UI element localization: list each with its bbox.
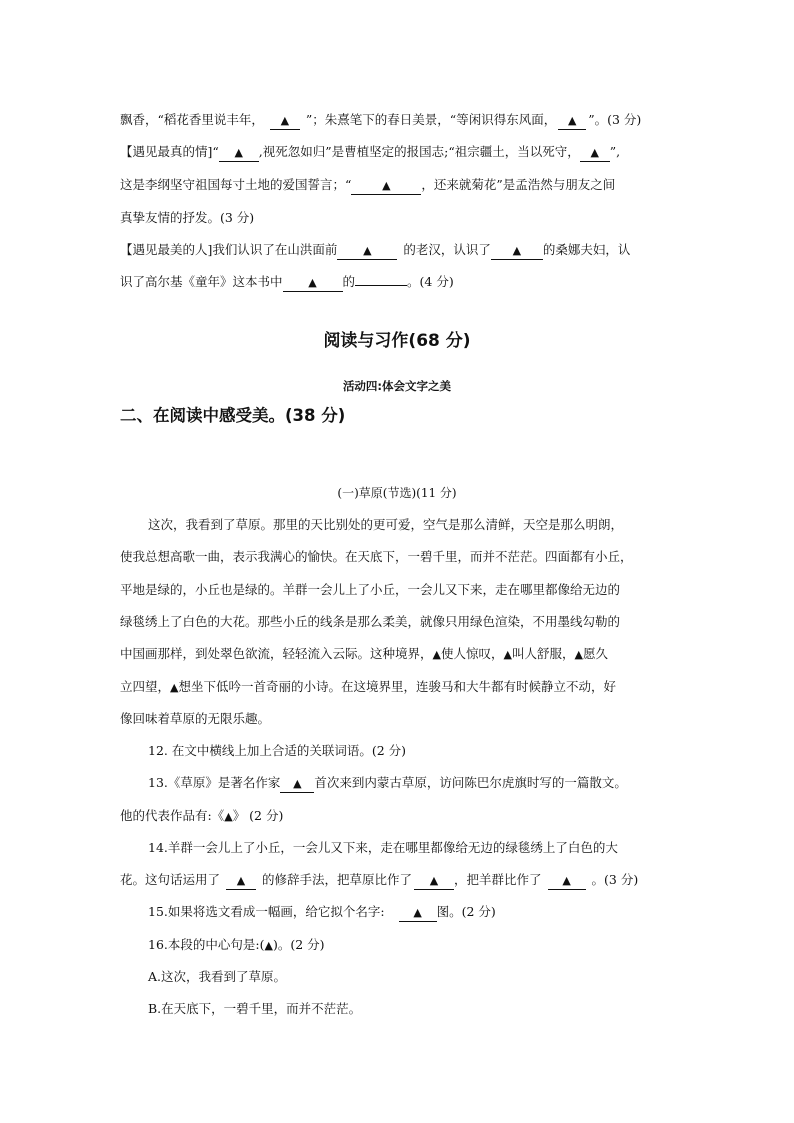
text: ”；朱熹笔下的春日美景，“等闲识得东风面， bbox=[305, 112, 557, 127]
passage-line bbox=[120, 644, 608, 665]
answer-blank[interactable] bbox=[558, 112, 586, 130]
triangle-icon: ▲ bbox=[562, 874, 571, 887]
text: 使人惊叹， bbox=[440, 646, 504, 661]
answer-blank[interactable] bbox=[270, 112, 300, 130]
triangle-icon: ▲ bbox=[567, 114, 577, 127]
answer-blank[interactable] bbox=[414, 872, 454, 890]
text: 飘香，“稻花香里说丰年， bbox=[120, 112, 264, 127]
heading-activity: 活动四:体会文字之美 bbox=[342, 379, 452, 393]
triangle-icon: ▲ bbox=[590, 146, 599, 159]
question-13 bbox=[148, 773, 627, 793]
question-16 bbox=[148, 935, 325, 956]
triangle-icon: ▲ bbox=[280, 114, 290, 127]
text: 。(3 分) bbox=[591, 872, 639, 887]
triangle-icon: ▲ bbox=[308, 276, 317, 289]
triangle-icon: ▲ bbox=[170, 681, 179, 694]
text: ,视死忽如归”是曹植坚定的报国志;“祖宗疆土，当以死守， bbox=[258, 144, 580, 159]
text: 16.本段的中心句是:( bbox=[148, 937, 265, 952]
option-b[interactable]: B.在天底下，一碧千里，而并不茫茫。 bbox=[148, 1001, 362, 1016]
fill-line-3 bbox=[120, 175, 615, 195]
passage-line: 像回味着草原的无限乐趣。 bbox=[120, 711, 271, 726]
fill-line-2 bbox=[120, 142, 620, 162]
text: 15.如果将选文看成一幅画，给它拟个名字: bbox=[148, 904, 385, 919]
text: 》 (2 分) bbox=[232, 808, 284, 823]
passage-line: 使我总想高歌一曲，表示我满心的愉快。在天底下，一碧千里，而并不茫茫。四面都有小丘， bbox=[120, 549, 633, 564]
passage-line: 平地是绿的，小丘也是绿的。羊群一会儿上了小丘，一会儿又下来，走在哪里都像给无边的 bbox=[120, 582, 621, 597]
text: 愿久 bbox=[582, 646, 608, 661]
answer-blank[interactable] bbox=[351, 177, 421, 195]
triangle-icon: ▲ bbox=[512, 244, 522, 257]
question-12: 12. 在文中横线上加上合适的关联词语。(2 分) bbox=[148, 743, 407, 758]
question-15 bbox=[148, 902, 496, 922]
text: ，还来就菊花”是孟浩然与朋友之间 bbox=[421, 177, 616, 192]
text: 想坐下低吟一首奇丽的小诗。在这境界里，连骏马和大牛都有时候静立不动，好 bbox=[178, 679, 616, 694]
text: 他的代表作品有:《 bbox=[120, 808, 225, 823]
passage-line: 绿毯绣上了白色的大花。那些小丘的线条是那么柔美，就像只用绿色渲染，不用墨线勾勒的 bbox=[120, 614, 621, 629]
answer-blank[interactable] bbox=[219, 144, 259, 162]
text: 的 bbox=[342, 274, 356, 289]
text: 。(4 分) bbox=[407, 274, 454, 289]
triangle-icon: ▲ bbox=[224, 810, 233, 823]
question-14-continued bbox=[120, 870, 638, 890]
text: 叫人舒服， bbox=[511, 646, 575, 661]
answer-blank[interactable] bbox=[399, 904, 437, 922]
triangle-icon: ▲ bbox=[264, 939, 273, 952]
text: ，把羊群比作了 bbox=[454, 872, 542, 887]
option-a[interactable]: A.这次，我看到了草原。 bbox=[148, 969, 287, 984]
answer-blank[interactable] bbox=[337, 242, 397, 260]
triangle-icon: ▲ bbox=[413, 906, 422, 919]
text: 中国画那样，到处翠色欲流，轻轻流入云际。这种境界， bbox=[120, 646, 433, 661]
triangle-icon: ▲ bbox=[234, 146, 244, 159]
text: 识了高尔基《童年》这本书中 bbox=[120, 274, 283, 289]
answer-blank[interactable] bbox=[280, 775, 314, 793]
question-13-continued bbox=[120, 806, 283, 827]
text: 的老汉，认识了 bbox=[403, 242, 491, 257]
question-14: 14.羊群一会儿上了小丘，一会儿又下来，走在哪里都像给无边的绿毯绣上了白色的大 bbox=[148, 840, 618, 855]
triangle-icon: ▲ bbox=[382, 179, 391, 192]
triangle-icon: ▲ bbox=[293, 777, 302, 790]
text: 【遇见最美的人]我们认识了在山洪面前 bbox=[120, 242, 338, 257]
answer-blank[interactable] bbox=[491, 242, 543, 260]
text: 首次来到内蒙古草原，访问陈巴尔虎旗时写的一篇散文。 bbox=[314, 775, 627, 790]
text: 花。这句话运用了 bbox=[120, 872, 221, 887]
text: 的修辞手法，把草原比作了 bbox=[262, 872, 413, 887]
text: )。(2 分) bbox=[272, 937, 325, 952]
triangle-icon: ▲ bbox=[429, 874, 439, 887]
answer-blank[interactable] bbox=[580, 144, 610, 162]
triangle-icon: ▲ bbox=[363, 244, 372, 257]
answer-blank[interactable] bbox=[226, 872, 256, 890]
triangle-icon: ▲ bbox=[503, 648, 512, 661]
text: 立四望， bbox=[120, 679, 171, 694]
triangle-icon: ▲ bbox=[236, 874, 246, 887]
answer-blank[interactable] bbox=[548, 872, 586, 890]
text: 的桑娜夫妇，认 bbox=[542, 242, 631, 257]
fill-line-5 bbox=[120, 240, 630, 260]
triangle-icon: ▲ bbox=[432, 648, 441, 661]
text: 图。(2 分) bbox=[436, 904, 496, 919]
fill-line-4: 真挚友情的抒发。(3 分) bbox=[120, 210, 255, 225]
fill-line-1 bbox=[120, 110, 641, 130]
heading-reading-writing: 阅读与习作(68 分) bbox=[323, 331, 471, 351]
triangle-icon: ▲ bbox=[574, 648, 583, 661]
passage-title: (一)草原(节选)(11 分) bbox=[337, 486, 457, 500]
text: 这是李纲坚守祖国每寸土地的爱国誓言；“ bbox=[120, 177, 352, 192]
fill-line-6 bbox=[120, 272, 454, 292]
text: 13.《草原》是著名作家 bbox=[148, 775, 281, 790]
passage-line bbox=[120, 677, 616, 698]
text: ”。(3 分) bbox=[588, 112, 642, 127]
answer-blank[interactable] bbox=[355, 285, 407, 286]
text: 【遇见最真的情]“ bbox=[120, 144, 219, 159]
text: ”, bbox=[609, 144, 621, 159]
section-title: 二、在阅读中感受美。(38 分) bbox=[120, 406, 346, 425]
passage-line: 这次，我看到了草原。那里的天比别处的更可爱，空气是那么清鲜，天空是那么明朗， bbox=[148, 517, 624, 532]
answer-blank[interactable] bbox=[283, 274, 343, 292]
